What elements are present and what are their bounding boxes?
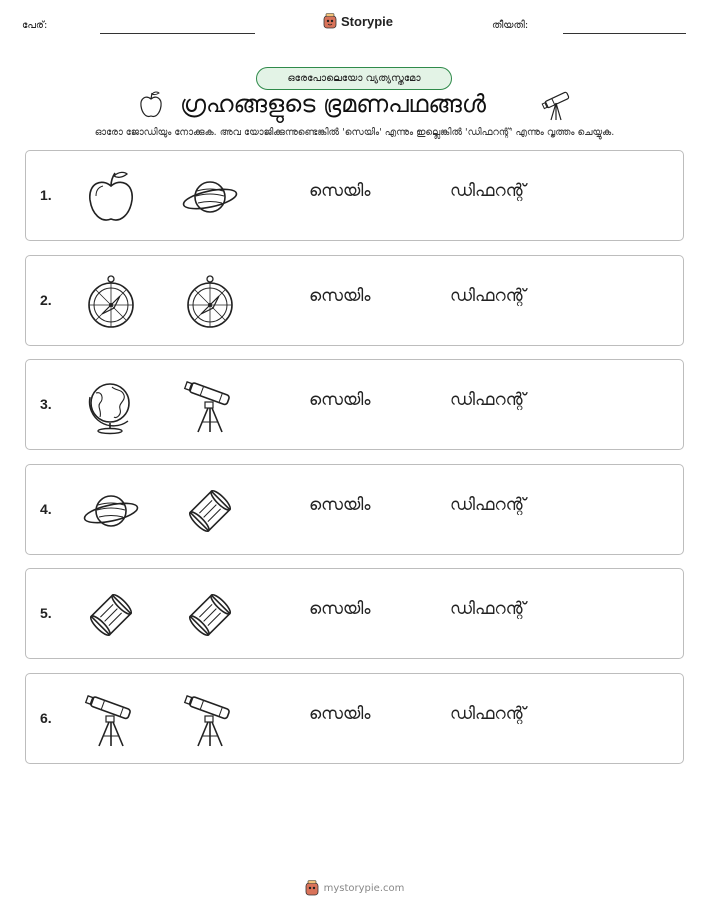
compass-icon	[82, 273, 140, 331]
name-line[interactable]	[100, 33, 255, 34]
storypie-mascot-icon	[323, 13, 337, 29]
instructions: ഓരോ ജോഡിയും നോക്കുക. അവ യോജിക്കുന്നുണ്ടെങ്കിൽ 'സെയിം' എന്നും ഇല്ലെങ്കിൽ 'ഡിഫറന്റ്' എന്നും വൃത്തം ചെയ്യുക.	[94, 127, 615, 138]
telescope-icon	[181, 691, 239, 749]
question-card	[25, 255, 684, 346]
compass-icon	[181, 273, 239, 331]
apple-icon	[138, 90, 164, 120]
same-option[interactable]: സെയിം	[309, 495, 371, 515]
question-number: 1.	[40, 187, 52, 203]
telescope-icon	[541, 88, 575, 122]
same-option[interactable]: സെയിം	[309, 181, 371, 201]
scroll-icon	[82, 586, 140, 644]
title-row	[0, 88, 709, 128]
different-option[interactable]: ഡിഫറന്റ്	[450, 390, 526, 410]
same-option[interactable]: സെയിം	[309, 286, 371, 306]
footer	[0, 880, 709, 896]
question-number: 4.	[40, 501, 52, 517]
page-title: ഗ്രഹങ്ങളുടെ ഭ്രമണപഥങ്ങൾ	[180, 90, 486, 118]
scroll-icon	[181, 586, 239, 644]
same-option[interactable]: സെയിം	[309, 390, 371, 410]
planet-icon	[181, 168, 239, 226]
globe-icon	[82, 377, 140, 435]
question-card	[25, 359, 684, 450]
question-card	[25, 464, 684, 555]
apple-icon	[82, 168, 140, 226]
telescope-icon	[82, 691, 140, 749]
different-option[interactable]: ഡിഫറന്റ്	[450, 495, 526, 515]
same-option[interactable]: സെയിം	[309, 704, 371, 724]
worksheet-type-badge: ഒരേപോലെയോ വ്യത്യസ്തമോ	[256, 67, 452, 90]
name-label: പേര്:	[22, 20, 48, 31]
question-card	[25, 673, 684, 764]
different-option[interactable]: ഡിഫറന്റ്	[450, 181, 526, 201]
storypie-mascot-icon	[305, 880, 319, 896]
question-number: 3.	[40, 396, 52, 412]
date-label: തീയതി:	[492, 20, 529, 31]
question-number: 5.	[40, 605, 52, 621]
different-option[interactable]: ഡിഫറന്റ്	[450, 704, 526, 724]
brand-logo	[323, 13, 393, 29]
same-option[interactable]: സെയിം	[309, 599, 371, 619]
different-option[interactable]: ഡിഫറന്റ്	[450, 286, 526, 306]
question-card	[25, 568, 684, 659]
question-number: 6.	[40, 710, 52, 726]
telescope-icon	[181, 377, 239, 435]
question-card	[25, 150, 684, 241]
brand-name: Storypie	[341, 13, 394, 29]
different-option[interactable]: ഡിഫറന്റ്	[450, 599, 526, 619]
date-line[interactable]	[563, 33, 686, 34]
question-number: 2.	[40, 292, 52, 308]
footer-url: mystorypie.com	[323, 882, 405, 894]
scroll-icon	[181, 482, 239, 540]
planet-icon	[82, 482, 140, 540]
